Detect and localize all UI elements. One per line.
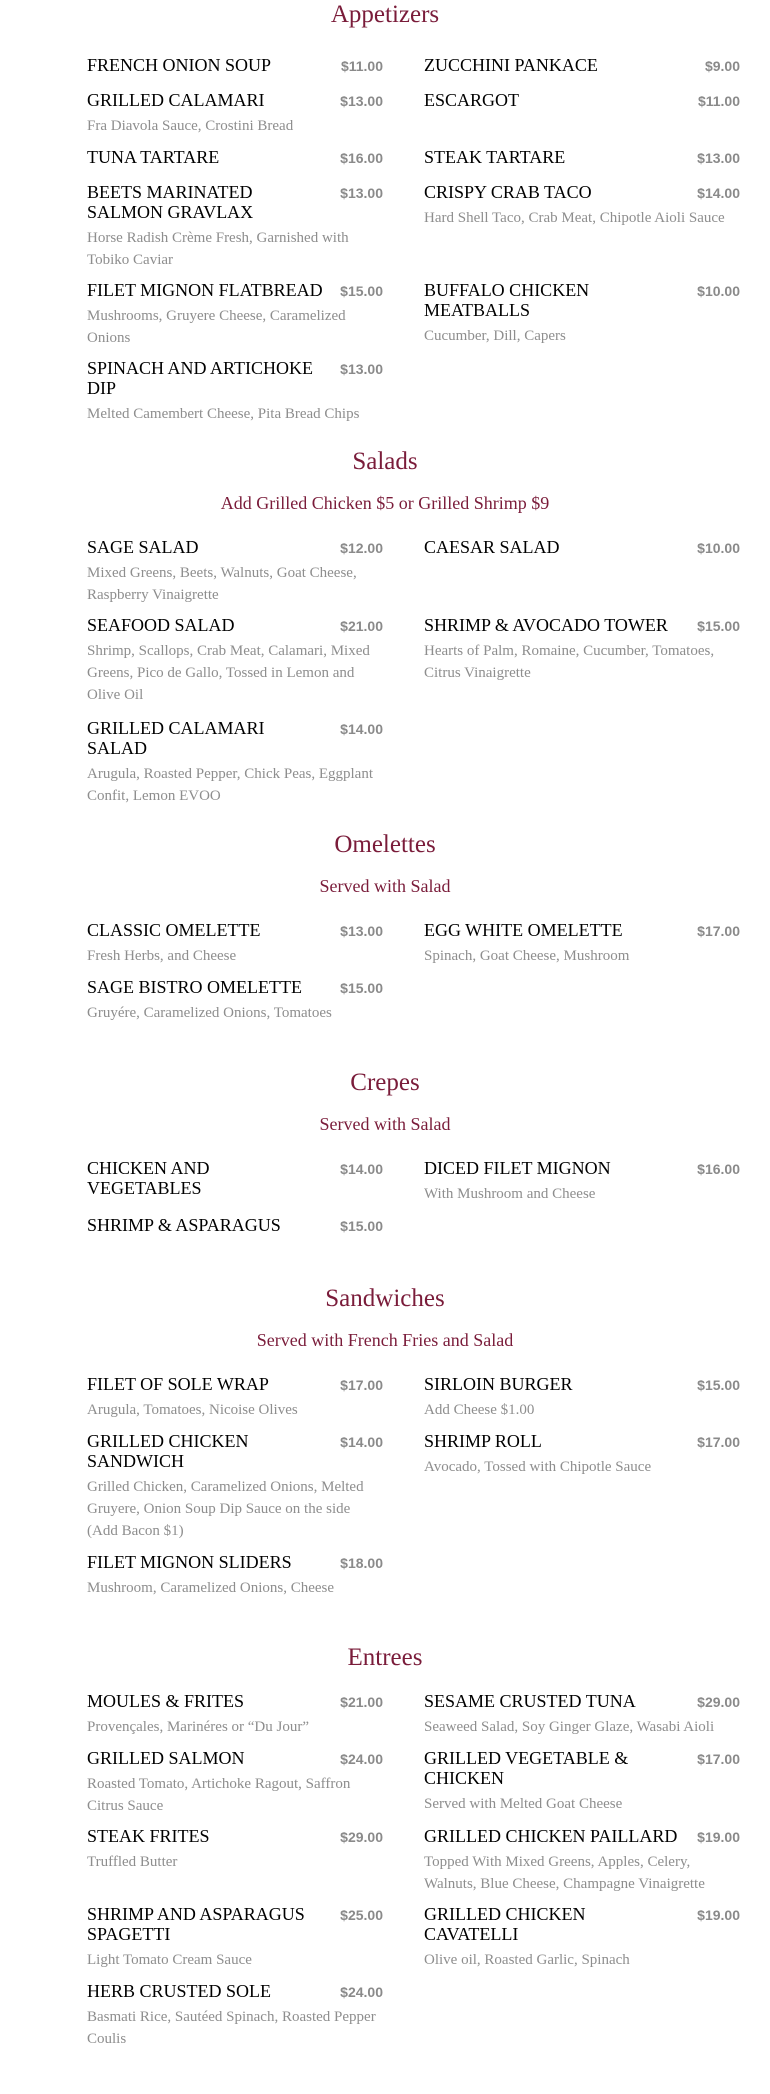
- menu-item: [87, 1691, 383, 1738]
- menu-item: [87, 615, 383, 706]
- section-subtitle-salads: Add Grilled Chicken $5 or Grilled Shrimp $9: [220, 493, 550, 513]
- menu-item: [87, 55, 383, 75]
- menu-item: [424, 90, 740, 110]
- menu-item-description: With Mushroom and Cheese: [424, 1186, 596, 1202]
- menu-item-name: FILET OF SOLE WRAP: [87, 1374, 269, 1394]
- menu-item-name: GRILLED CHICKEN CAVATELLI: [424, 1904, 586, 1944]
- menu-item-name: DICED FILET MIGNON: [424, 1158, 611, 1178]
- menu-item: [87, 358, 383, 425]
- menu-item-header: [87, 1215, 383, 1235]
- menu-item-description: Fra Diavola Sauce, Crostini Bread: [87, 118, 294, 134]
- menu-item-header: [87, 1552, 383, 1572]
- menu-item-header: [424, 920, 740, 940]
- menu-item-name: SAGE SALAD: [87, 537, 199, 557]
- menu-item: [424, 537, 740, 557]
- menu-item: [87, 920, 383, 967]
- section-title-crepes: Crepes: [350, 1069, 420, 1096]
- menu-item-description: Shrimp, Scallops, Crab Meat, Calamari, Mixed Greens, Pico de Gallo, Tossed in Lemon and Olive Oil: [87, 643, 370, 703]
- menu-item-price: $19.00: [697, 1907, 740, 1923]
- menu-item-price: $14.00: [340, 1434, 383, 1450]
- menu-item-name: GRILLED CALAMARI: [87, 90, 265, 110]
- menu-item-price: $11.00: [340, 58, 383, 74]
- menu-item-header: [424, 1748, 740, 1788]
- menu-item: [87, 1552, 383, 1599]
- menu-item: [424, 147, 740, 167]
- menu-item: [424, 1826, 740, 1895]
- menu-item: [87, 1158, 383, 1198]
- menu-item-description: Cucumber, Dill, Capers: [424, 328, 566, 344]
- menu-item-price: $14.00: [697, 185, 740, 201]
- menu-item-header: [424, 280, 740, 320]
- menu-item-header: [87, 1374, 383, 1394]
- menu-item-header: [424, 55, 740, 75]
- menu-item-header: [424, 1158, 740, 1178]
- menu-item: [87, 280, 383, 349]
- menu-item-price: $13.00: [340, 185, 383, 201]
- menu-item-price: $16.00: [697, 1161, 740, 1177]
- menu-item-price: $15.00: [697, 1377, 740, 1393]
- menu-item-price: $24.00: [340, 1984, 383, 2000]
- menu-item-price: $15.00: [340, 283, 383, 299]
- menu-item-description: Light Tomato Cream Sauce: [87, 1952, 252, 1968]
- section-subtitle-omelettes: Served with Salad: [319, 876, 451, 896]
- menu-item-description: Mushroom, Caramelized Onions, Cheese: [87, 1580, 335, 1596]
- menu-item-name: SEAFOOD SALAD: [87, 615, 235, 635]
- menu-item-price: $13.00: [697, 150, 740, 166]
- menu-item-price: $24.00: [340, 1751, 383, 1767]
- menu-item-name: FRENCH ONION SOUP: [87, 55, 272, 75]
- menu-item: [424, 1431, 740, 1478]
- menu-item-price: $15.00: [697, 618, 740, 634]
- menu-item: [424, 920, 740, 967]
- menu-item: [87, 182, 383, 271]
- menu-item-name: SIRLOIN BURGER: [424, 1374, 573, 1394]
- menu-item-description: Hearts of Palm, Romaine, Cucumber, Tomatoes, Citrus Vinaigrette: [424, 643, 715, 681]
- menu-item-description: Seaweed Salad, Soy Ginger Glaze, Wasabi Aioli: [424, 1719, 715, 1735]
- menu-item-name: ZUCCHINI PANKACE: [424, 55, 598, 75]
- menu-item-name: CRISPY CRAB TACO: [424, 182, 592, 202]
- menu-item-header: [87, 718, 383, 758]
- menu-item-price: $17.00: [340, 1377, 383, 1393]
- menu-item-price: $14.00: [340, 721, 383, 737]
- menu-item-description: Grilled Chicken, Caramelized Onions, Melted Gruyere, Onion Soup Dip Sauce on the side (Add Bacon $1): [87, 1479, 364, 1539]
- menu-item-header: [87, 920, 383, 940]
- menu-item-header: [87, 977, 383, 997]
- menu-item-price: $29.00: [340, 1829, 383, 1845]
- menu-item-name: TUNA TARTARE: [87, 147, 220, 167]
- menu-item: [424, 280, 740, 347]
- menu-item-description: Horse Radish Crème Fresh, Garnished with Tobiko Caviar: [87, 230, 349, 268]
- menu-item-header: [87, 182, 383, 222]
- menu-item: [87, 1826, 383, 1873]
- menu-item-price: $15.00: [340, 980, 383, 996]
- menu-item-name: HERB CRUSTED SOLE: [87, 1981, 272, 2001]
- menu-item-price: $19.00: [697, 1829, 740, 1845]
- section-subtitle-sandwiches: Served with French Fries and Salad: [256, 1330, 514, 1350]
- menu-item-name: SHRIMP & ASPARAGUS: [87, 1215, 281, 1235]
- menu-item-description: Fresh Herbs, and Cheese: [87, 948, 237, 964]
- menu-item-description: Arugula, Tomatoes, Nicoise Olives: [87, 1402, 298, 1418]
- menu-item-header: [87, 55, 383, 75]
- menu-item-description: Served with Melted Goat Cheese: [424, 1796, 623, 1812]
- menu-item: [87, 1981, 383, 2050]
- menu-item-name: FILET MIGNON FLATBREAD: [87, 280, 323, 300]
- menu-item-price: $16.00: [340, 150, 383, 166]
- menu-item-price: $21.00: [340, 618, 383, 634]
- menu-item-header: [87, 1158, 383, 1198]
- menu-item-price: $10.00: [697, 540, 740, 556]
- menu-item-header: [424, 537, 740, 557]
- menu-item-name: FILET MIGNON SLIDERS: [87, 1552, 292, 1572]
- menu-item-header: [87, 1981, 383, 2001]
- section-title-entrees: Entrees: [347, 1644, 423, 1671]
- menu-item-name: BEETS MARINATED SALMON GRAVLAX: [87, 182, 254, 222]
- menu-item-header: [87, 90, 383, 110]
- menu-item-description: Truffled Butter: [87, 1854, 178, 1870]
- menu-item-name: SAGE BISTRO OMELETTE: [87, 977, 302, 997]
- menu-item-header: [424, 147, 740, 167]
- section-title-omelettes: Omelettes: [334, 831, 436, 858]
- menu-item-header: [87, 1691, 383, 1711]
- menu-item-price: $21.00: [340, 1694, 383, 1710]
- menu-item-price: $25.00: [340, 1907, 383, 1923]
- menu-item-header: [87, 1431, 383, 1471]
- menu-item-price: $10.00: [697, 283, 740, 299]
- menu-item-price: $29.00: [697, 1694, 740, 1710]
- menu-item: [424, 55, 740, 75]
- menu-item-price: $9.00: [704, 58, 740, 74]
- menu-item: [87, 977, 383, 1024]
- menu-item-header: [424, 90, 740, 110]
- menu-item-name: SPINACH AND ARTICHOKE DIP: [87, 358, 313, 398]
- menu-item-description: Basmati Rice, Sautéed Spinach, Roasted Pepper Coulis: [87, 2009, 376, 2047]
- menu-item: [87, 90, 383, 137]
- menu-item-price: $13.00: [340, 93, 383, 109]
- menu-item-description: Melted Camembert Cheese, Pita Bread Chips: [87, 406, 360, 422]
- menu-item: [424, 1374, 740, 1421]
- menu-item-name: SHRIMP & AVOCADO TOWER: [424, 615, 668, 635]
- menu-item-header: [424, 1691, 740, 1711]
- menu-item-price: $17.00: [697, 1751, 740, 1767]
- menu-item: [424, 182, 740, 229]
- menu-item-name: STEAK TARTARE: [424, 147, 566, 167]
- menu-item-description: Roasted Tomato, Artichoke Ragout, Saffron Citrus Sauce: [87, 1776, 351, 1814]
- menu-item: [424, 1748, 740, 1815]
- menu-item-description: Hard Shell Taco, Crab Meat, Chipotle Aioli Sauce: [424, 210, 725, 226]
- menu-item-description: Arugula, Roasted Pepper, Chick Peas, Eggplant Confit, Lemon EVOO: [87, 766, 374, 804]
- section-subtitle-crepes: Served with Salad: [319, 1114, 451, 1134]
- menu-item: [87, 1904, 383, 1971]
- menu-item: [424, 1904, 740, 1971]
- menu-item-name: SESAME CRUSTED TUNA: [424, 1691, 636, 1711]
- menu-item: [424, 1158, 740, 1205]
- menu-item-name: GRILLED CALAMARI SALAD: [87, 718, 265, 758]
- menu-item-price: $17.00: [697, 923, 740, 939]
- menu-item-name: CAESAR SALAD: [424, 537, 560, 557]
- menu-item: [87, 537, 383, 606]
- menu-item-price: $13.00: [340, 361, 383, 377]
- menu-item-name: GRILLED CHICKEN PAILLARD: [424, 1826, 678, 1846]
- menu-item-header: [87, 358, 383, 398]
- menu-item-name: SHRIMP AND ASPARAGUS SPAGETTI: [87, 1904, 305, 1944]
- menu-item-name: GRILLED CHICKEN SANDWICH: [87, 1431, 249, 1471]
- menu-item-price: $14.00: [340, 1161, 383, 1177]
- menu-item-description: Olive oil, Roasted Garlic, Spinach: [424, 1952, 630, 1968]
- menu-item-name: EGG WHITE OMELETTE: [424, 920, 623, 940]
- menu-item-name: ESCARGOT: [424, 90, 520, 110]
- menu-item: [87, 1215, 383, 1235]
- menu-item-name: SHRIMP ROLL: [424, 1431, 542, 1451]
- section-title-appetizers: Appetizers: [330, 1, 440, 28]
- menu-item-header: [87, 537, 383, 557]
- menu-item-description: Provençales, Marinéres or “Du Jour”: [87, 1719, 310, 1735]
- menu-item-description: Spinach, Goat Cheese, Mushroom: [424, 948, 630, 964]
- menu-item-price: $15.00: [340, 1218, 383, 1234]
- menu-item-price: $12.00: [340, 540, 383, 556]
- menu-item: [87, 1748, 383, 1817]
- menu-item-header: [424, 615, 740, 635]
- menu-item-header: [87, 1904, 383, 1944]
- menu-item-header: [424, 1904, 740, 1944]
- menu-item-description: Mixed Greens, Beets, Walnuts, Goat Cheese, Raspberry Vinaigrette: [87, 565, 357, 603]
- menu-item-description: Gruyére, Caramelized Onions, Tomatoes: [87, 1005, 332, 1021]
- section-title-salads: Salads: [352, 448, 418, 475]
- menu-item: [87, 147, 383, 167]
- menu-item-price: $18.00: [340, 1555, 383, 1571]
- menu-item-name: CLASSIC OMELETTE: [87, 920, 261, 940]
- menu-item-description: Mushrooms, Gruyere Cheese, Caramelized Onions: [87, 308, 346, 346]
- menu-item-header: [87, 1748, 383, 1768]
- menu-item: [424, 615, 740, 684]
- menu-item-header: [424, 1431, 740, 1451]
- menu-item-header: [87, 1826, 383, 1846]
- menu-item-name: STEAK FRITES: [87, 1826, 210, 1846]
- menu-item-name: GRILLED VEGETABLE & CHICKEN: [424, 1748, 629, 1788]
- menu-item-header: [87, 147, 383, 167]
- menu-item-name: BUFFALO CHICKEN MEATBALLS: [424, 280, 590, 320]
- menu-item-header: [424, 182, 740, 202]
- menu-item-description: Topped With Mixed Greens, Apples, Celery, Walnuts, Blue Cheese, Champagne Vinaigrette: [424, 1854, 705, 1892]
- menu-item: [424, 1691, 740, 1738]
- menu-item-header: [424, 1374, 740, 1394]
- menu-item-header: [424, 1826, 740, 1846]
- menu-item-price: $17.00: [697, 1434, 740, 1450]
- menu-item: [87, 718, 383, 807]
- menu-item-description: Add Cheese $1.00: [424, 1402, 535, 1418]
- section-title-sandwiches: Sandwiches: [325, 1285, 445, 1312]
- menu-item-price: $11.00: [697, 93, 740, 109]
- menu-item: [87, 1431, 383, 1542]
- menu-item-name: CHICKEN AND VEGETABLES: [87, 1158, 210, 1198]
- menu-item-name: GRILLED SALMON: [87, 1748, 245, 1768]
- menu-item-name: MOULES & FRITES: [87, 1691, 245, 1711]
- menu-item-description: Avocado, Tossed with Chipotle Sauce: [424, 1459, 652, 1475]
- menu-item-header: [87, 280, 383, 300]
- menu-item: [87, 1374, 383, 1421]
- menu-item-header: [87, 615, 383, 635]
- menu-item-price: $13.00: [340, 923, 383, 939]
